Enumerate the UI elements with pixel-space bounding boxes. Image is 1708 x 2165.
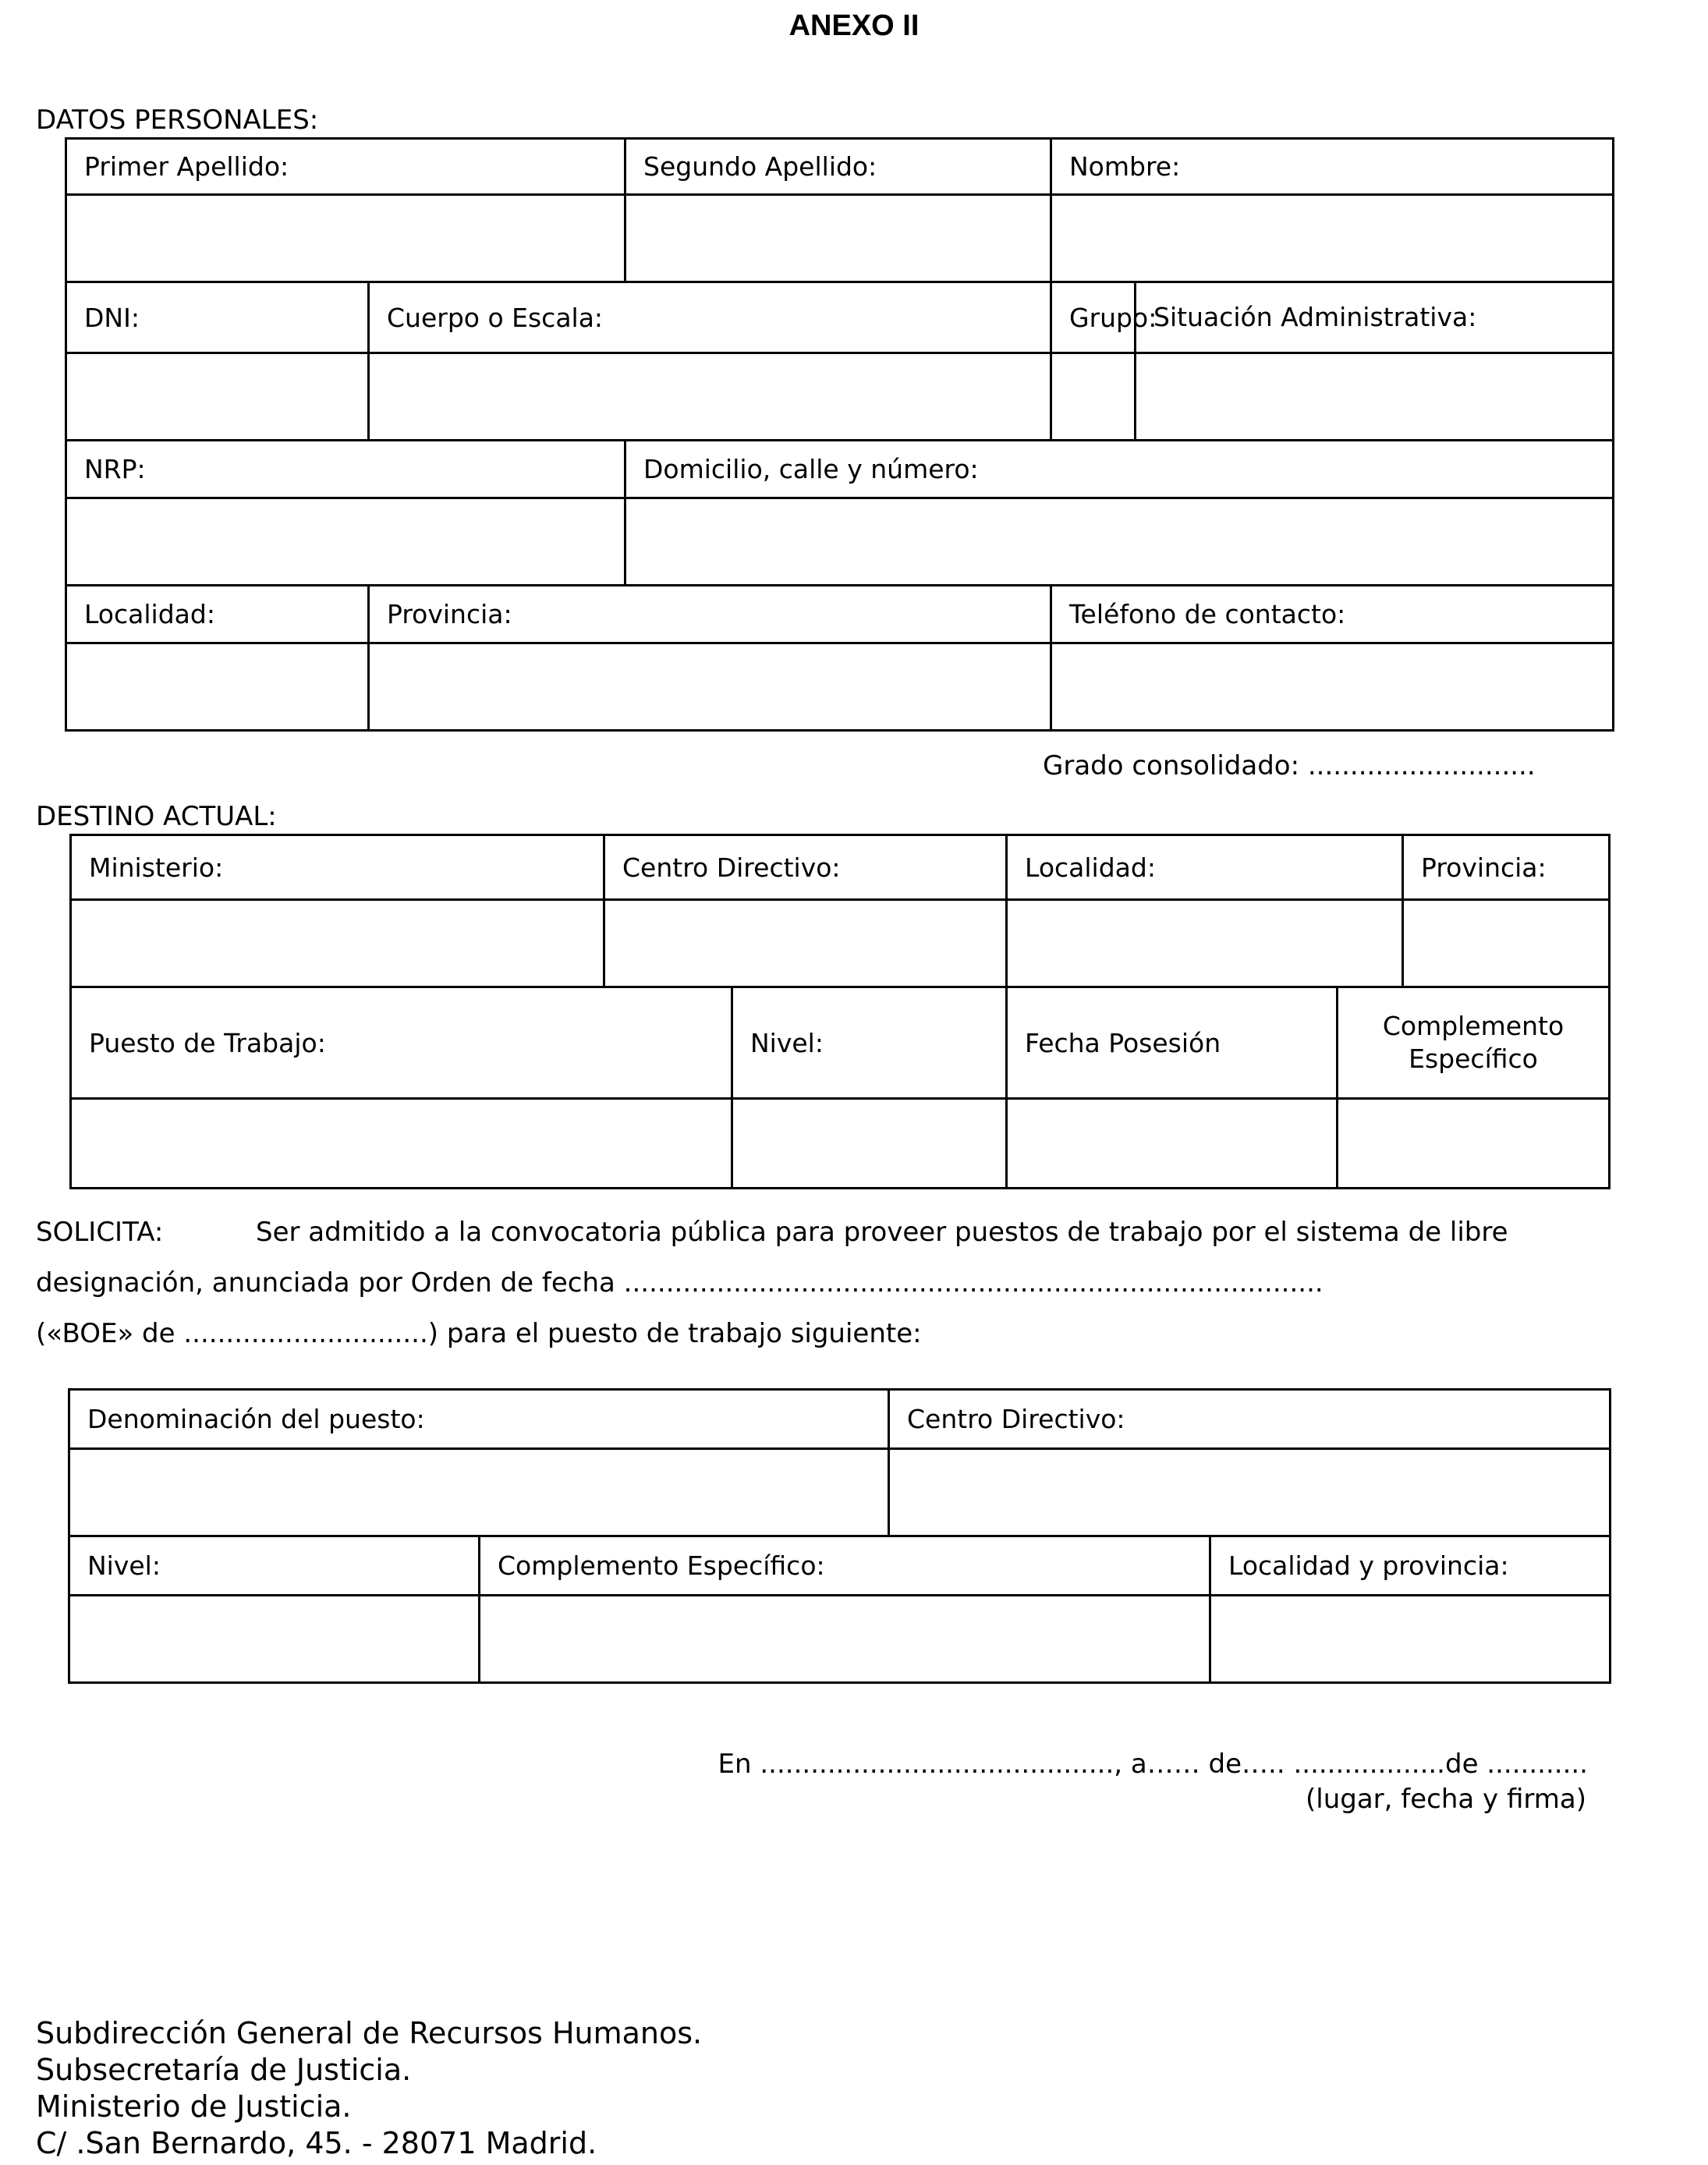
label-telefono: Teléfono de contacto: (1051, 586, 1614, 643)
field-puesto-trabajo[interactable] (71, 1099, 732, 1189)
field-nrp[interactable] (66, 498, 625, 586)
label-segundo-apellido: Segundo Apellido: (625, 139, 1051, 195)
solicita-label: SOLICITA: (36, 1217, 164, 1248)
field-ministerio[interactable] (71, 900, 604, 987)
label-domicilio: Domicilio, calle y número: (625, 441, 1614, 498)
datos-personales-table (65, 137, 1614, 732)
field-domicilio[interactable] (625, 498, 1614, 586)
label-localidad-provincia: Localidad y provincia: (1210, 1536, 1611, 1596)
field-grupo[interactable] (1051, 353, 1136, 441)
label-provincia-destino: Provincia: (1403, 835, 1610, 900)
label-nombre: Nombre: (1051, 139, 1614, 195)
field-centro-directivo[interactable] (604, 900, 1007, 987)
field-complemento-solicitado[interactable] (480, 1596, 1210, 1683)
solicita-line-1: Ser admitido a la convocatoria pública para proveer puestos de trabajo por el sistema de libre (256, 1217, 1508, 1248)
label-complemento-solicitado: Complemento Específico: (480, 1536, 1210, 1596)
footer-line: C/ .San Bernardo, 45. - 28071 Madrid. (36, 2126, 597, 2160)
label-primer-apellido: Primer Apellido: (66, 139, 625, 195)
section-heading-destino-actual: DESTINO ACTUAL: (36, 801, 277, 832)
field-dni[interactable] (66, 353, 369, 441)
label-fecha-posesion-text: Fecha Posesión (1025, 1027, 1221, 1058)
label-cuerpo-escala: Cuerpo o Escala: (369, 282, 1051, 353)
label-denominacion-puesto: Denominación del puesto: (69, 1390, 889, 1449)
page-title: ANEXO II (788, 9, 920, 42)
grado-consolidado: Grado consolidado: ........................... (1043, 750, 1536, 781)
field-nombre[interactable] (1051, 195, 1614, 282)
label-localidad: Localidad: (66, 586, 369, 643)
field-fecha-posesion[interactable] (1008, 1100, 1338, 1187)
label-dni: DNI: (66, 282, 369, 353)
field-complemento-especifico[interactable] (1338, 1100, 1608, 1187)
field-provincia-destino[interactable] (1403, 900, 1610, 987)
field-localidad-provincia[interactable] (1210, 1596, 1611, 1683)
field-denominacion-puesto[interactable] (69, 1449, 889, 1536)
label-complemento-especifico: Complemento Específico (1382, 1011, 1564, 1074)
footer-line: Subsecretaría de Justicia. (36, 2053, 412, 2087)
field-fecha-complemento-pair (1007, 1099, 1610, 1189)
label-puesto-trabajo: Puesto de Trabajo: (71, 987, 732, 1099)
label-provincia: Provincia: (369, 586, 1051, 643)
field-localidad[interactable] (66, 643, 369, 731)
field-localidad-destino[interactable] (1007, 900, 1403, 987)
firma-line: En .........................................., a…… de….. ..................de ............ (718, 1749, 1588, 1780)
footer-address (36, 2015, 702, 2162)
field-nivel-destino[interactable] (732, 1099, 1007, 1189)
field-primer-apellido[interactable] (66, 195, 625, 282)
label-centro-directivo: Centro Directivo: (604, 835, 1007, 900)
solicita-line-2: designación, anunciada por Orden de fecha ................................................................................... (36, 1267, 1324, 1299)
field-cuerpo-escala[interactable] (369, 353, 1051, 441)
field-situacion-administrativa[interactable] (1136, 353, 1614, 441)
label-centro-directivo-solicitado: Centro Directivo: (889, 1390, 1611, 1449)
field-centro-directivo-solicitado[interactable] (889, 1449, 1611, 1536)
solicita-line-3: («BOE» de .............................) para el puesto de trabajo siguiente: (36, 1318, 922, 1349)
footer-line: Subdirección General de Recursos Humanos. (36, 2016, 703, 2050)
label-ministerio: Ministerio: (71, 835, 604, 900)
label-fecha-posesion (1008, 988, 1338, 1097)
field-nivel-solicitado[interactable] (69, 1596, 480, 1683)
label-localidad-destino: Localidad: (1007, 835, 1403, 900)
footer-line: Ministerio de Justicia. (36, 2089, 352, 2124)
label-nivel-solicitado: Nivel: (69, 1536, 480, 1596)
field-telefono[interactable] (1051, 643, 1614, 731)
field-provincia[interactable] (369, 643, 1051, 731)
puesto-solicitado-table (68, 1388, 1611, 1684)
section-heading-datos-personales: DATOS PERSONALES: (36, 105, 319, 136)
fecha-complemento-pair (1007, 987, 1610, 1099)
destino-actual-table (69, 834, 1611, 1189)
label-nivel-destino: Nivel: (732, 987, 1007, 1099)
label-grupo: Grupo: (1051, 282, 1136, 353)
label-situacion-administrativa: Situación Administrativa: (1136, 282, 1614, 353)
field-segundo-apellido[interactable] (625, 195, 1051, 282)
firma-note: (lugar, fecha y firma) (1306, 1784, 1586, 1815)
label-nrp: NRP: (66, 441, 625, 498)
